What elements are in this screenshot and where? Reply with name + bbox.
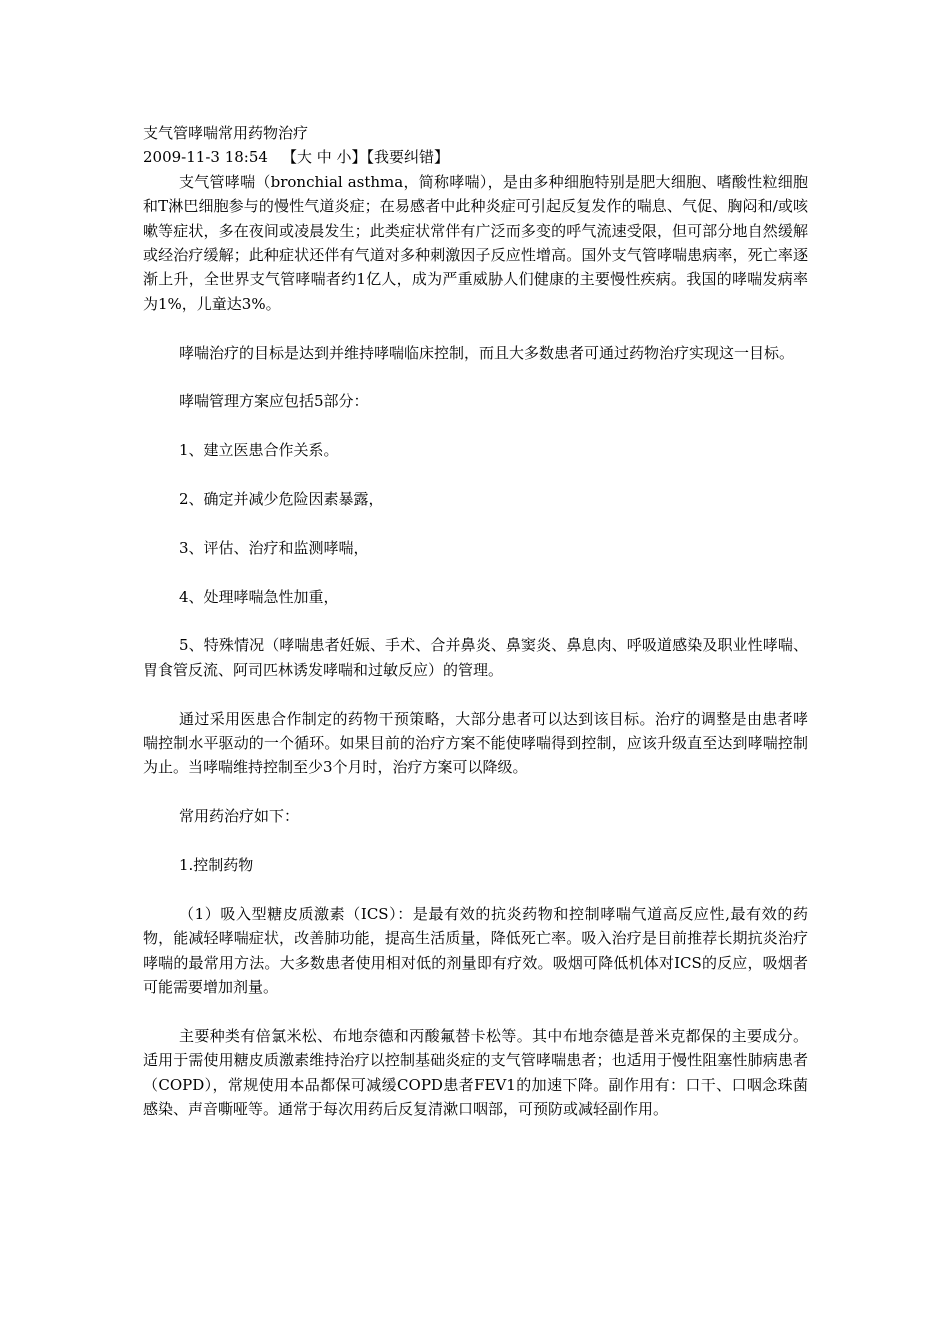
paragraph-plan-heading: 哮喘管理方案应包括5部分： — [179, 392, 369, 411]
article-date: 2009-11-3 18:54 — [143, 148, 268, 167]
paragraph-ics: （1）吸入型糖皮质激素（ICS）：是最有效的抗炎药物和控制哮喘气道高反应性,最有效的药物，能减轻哮喘症状，改善肺功能，提高生活质量，降低死亡率。吸入治疗是目前推荐长期抗炎治疗哮喘的最常用方法。大多数患者使用相对低的剂量即有疗效。吸烟可降低机体对ICS的反应，吸烟者可能需要增加剂量。 — [143, 904, 808, 997]
paragraph-goal: 哮喘治疗的目标是达到并维持哮喘临床控制，而且大多数患者可通过药物治疗实现这一目标。 — [179, 343, 795, 362]
font-size-control[interactable]: 【大 中 小】 — [281, 148, 367, 167]
list-item-1: 1、建立医患合作关系。 — [179, 441, 339, 460]
list-item-4: 4、处理哮喘急性加重， — [179, 587, 339, 606]
paragraph-common-drugs: 常用药治疗如下： — [179, 807, 300, 826]
list-item-5: 5、特殊情况（哮喘患者妊娠、手术、合并鼻炎、鼻窦炎、鼻息肉、呼吸道感染及职业性哮喘、胃食管反流、阿司匹林诱发哮喘和过敏反应）的管理。 — [143, 636, 808, 679]
paragraph-intro: 支气管哮喘（bronchial asthma，简称哮喘），是由多种细胞特别是肥大细胞、嗜酸性粒细胞和T淋巴细胞参与的慢性气道炎症；在易感者中此种炎症可引起反复发作的喘息、气促、胸闷和/或咳嗽等症状，多在夜间或凌晨发生；此类症状常伴有广泛而多变的呼气流速受限，但可部分地自然缓解或经治疗缓解；此种症状还伴有气道对多种刺激因子反应性增高。国外支气管哮喘患病率，死亡率逐渐上升，全世界支气管哮喘者约1亿人，成为严重威胁人们健康的主要慢性疾病。我国的哮喘发病率为1%，儿童达3%。 — [143, 172, 808, 313]
article-meta — [143, 145, 808, 169]
paragraph-ics-types: 主要种类有倍氯米松、布地奈德和丙酸氟替卡松等。其中布地奈德是普米克都保的主要成分。适用于需使用糖皮质激素维持治疗以控制基础炎症的支气管哮喘患者；也适用于慢性阻塞性肺病患者（COPD），常规使用本品都保可减缓COPD患者FEV1的加速下降。副作用有：口干、口咽念珠菌感染、声音嘶哑等。通常于每次用药后反复清漱口咽部，可预防或减轻副作用。 — [143, 1026, 808, 1119]
section-heading-controller: 1.控制药物 — [179, 856, 254, 875]
list-item-2: 2、确定并减少危险因素暴露， — [179, 490, 384, 509]
article-title: 支气管哮喘常用药物治疗 — [143, 124, 309, 142]
list-item-3: 3、评估、治疗和监测哮喘， — [179, 538, 369, 557]
report-error-link[interactable]: 【我要纠错】 — [366, 148, 449, 167]
article — [143, 121, 808, 1121]
paragraph-strategy: 通过采用医患合作制定的药物干预策略，大部分患者可以达到该目标。治疗的调整是由患者哮喘控制水平驱动的一个循环。如果目前的治疗方案不能使哮喘得到控制，应该升级直至达到哮喘控制为止。当哮喘维持控制至少3个月时，治疗方案可以降级。 — [143, 709, 808, 777]
